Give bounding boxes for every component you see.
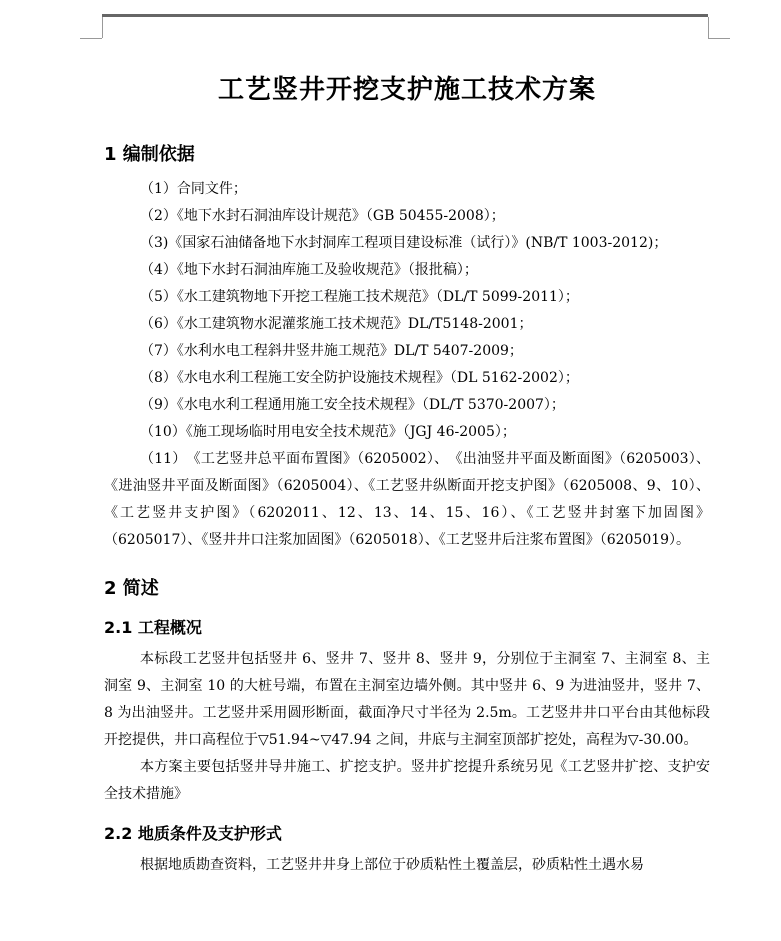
crop-mark-top-left — [80, 38, 102, 39]
section-heading: 2 简述 — [104, 578, 159, 599]
list-item: （3)《国家石油储备地下水封洞库工程项目建设标准（试行）》(NB/T 1003-2012)； — [140, 235, 668, 251]
list-item: （7）《水利水电工程斜井竖井施工规范》DL/T 5407-2009； — [140, 343, 523, 359]
list-item: （9）《水电水利工程通用施工安全技术规程》（DL/T 5370-2007）； — [140, 397, 565, 413]
subsection-heading: 2.2 地质条件及支护形式 — [104, 824, 282, 843]
paragraph: 本方案主要包括竖井导井施工、扩挖支护。竖井扩挖提升系统另见《工艺竖井扩挖、支护安全技术措施》 — [104, 759, 710, 802]
list-item: （4）《地下水封石洞油库施工及验收规范》（报批稿）； — [140, 262, 478, 278]
list-item: （10）《施工现场临时用电安全技术规范》（JGJ 46-2005）； — [140, 424, 516, 440]
document-title: 工艺竖井开挖支护施工技术方案 — [217, 75, 596, 105]
crop-mark-top-right — [708, 17, 709, 38]
paragraph: 本标段工艺竖井包括竖井 6、竖井 7、竖井 8、竖井 9，分别位于主洞室 7、主洞室 8、主洞室 9、主洞室 10 的大桩号端，布置在主洞室边墙外侧。其中竖井 6、9 为进油竖井，竖井 7、8 为出油竖井。工艺竖井采用圆形断面，截面净尺寸半径为 2.5m。工艺竖井井口平台由其他标段开挖提供，井口高程位于▽51.94~▽47.94 之间，井底与主洞室顶部扩挖处，高程为▽-30.00。 — [104, 651, 710, 748]
subsection-heading: 2.1 工程概况 — [104, 618, 202, 637]
page-top-rule — [102, 14, 708, 17]
document-body — [104, 60, 710, 879]
list-item: （11） 《工艺竖井总平面布置图》（6205002）、 《出油竖井平面及断面图》（6205003）、《进油竖井平面及断面图》（6205004）、《工艺竖井纵断面开挖支护图》（6205008、9、10）、《工艺竖井支护图》（6202011、12、13、14、15、16）、《工艺竖井封塞下加固图》（6205017）、《竖井井口注浆加固图》（6205018）、《工艺竖井后注浆布置图》（6205019）。 — [104, 451, 710, 548]
paragraph: 根据地质勘查资料，工艺竖井井身上部位于砂质粘性土覆盖层，砂质粘性土遇水易 — [140, 857, 644, 873]
list-item: （5）《水工建筑物地下开挖工程施工技术规范》（DL/T 5099-2011）； — [140, 289, 579, 305]
section-heading: 1 编制依据 — [104, 144, 195, 165]
list-item: （2）《地下水封石洞油库设计规范》（GB 50455-2008）； — [140, 208, 505, 224]
list-item: （6）《水工建筑物水泥灌浆施工技术规范》DL/T5148-2001； — [140, 316, 533, 332]
list-item: （1）合同文件； — [140, 181, 247, 197]
list-item: （8）《水电水利工程施工安全防护设施技术规程》（DL 5162-2002）； — [140, 370, 579, 386]
crop-mark-top-right — [708, 38, 730, 39]
crop-mark-top-left — [102, 17, 103, 38]
reference-list — [104, 176, 710, 554]
